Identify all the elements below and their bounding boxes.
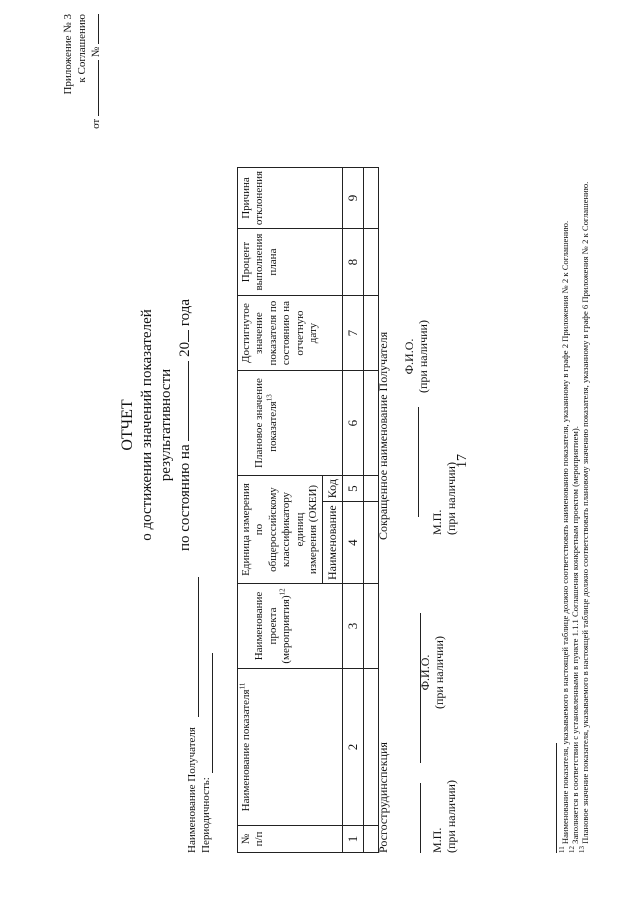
col-number: 7 (343, 296, 364, 371)
col-number: 9 (343, 167, 364, 228)
appendix-agreement: к Соглашению (75, 14, 88, 83)
report-title (118, 275, 194, 575)
col-number: 6 (343, 371, 364, 476)
appendix-date-line: от № (90, 14, 104, 129)
footnotes (560, 63, 590, 853)
right-organization: Сокращенное наименование Получателя (376, 331, 390, 540)
right-stamp: М.П. (при наличии) (430, 462, 459, 535)
header-indicator: Наименование показателя$^{11}$ (238, 669, 343, 826)
header-achieved: Достигнутое значение показателя по состоянию на отчетную дату (238, 296, 343, 371)
appendix-number: Приложение № 3 (62, 14, 74, 95)
left-stamp: М.П. (при наличии) (430, 780, 459, 853)
recipient-label: Наименование Получателя (186, 727, 198, 853)
title-date-line: по состоянию на 20 года (176, 298, 193, 552)
col-number: 1 (343, 826, 364, 853)
header-unit-code: Код (323, 476, 343, 502)
col-number: 4 (343, 502, 364, 584)
header-project: Наименование проекта (мероприятия)$^{12}$ (238, 584, 343, 669)
appendix-block (62, 14, 103, 129)
footnote-separator (556, 743, 557, 853)
header-planned: Плановое значение показателя$^{13}$ (238, 371, 343, 476)
periodicity-label: Периодичность: (200, 777, 212, 853)
col-number: 3 (343, 584, 364, 669)
page-number: 17 (455, 454, 470, 468)
table-number-row (343, 167, 364, 852)
year-blank (188, 330, 189, 342)
periodicity-blank (212, 653, 213, 773)
left-fio: Ф.И.О. (при наличии) (418, 636, 447, 709)
header-num: № п/п (238, 826, 343, 853)
header-unit-name: Наименование (323, 502, 343, 584)
left-signature-line (420, 783, 421, 853)
right-fio: Ф.И.О. (при наличии) (402, 320, 431, 393)
footnote-13: $^{13}$ Плановое значение показателя, указываемого в настоящей таблице должно соответствовать плановому значению показателя, указанному в графе 6 Приложения № 2 к Соглашению. (578, 181, 590, 853)
col-number: 5 (343, 476, 364, 502)
footnote-12: $^{12}$ Заполняется в соответствии с установленными в пункте 1.1.1 Соглашения конкретным проектом (мероприятием). (568, 426, 580, 853)
header-unit: Единица измерения по общероссийскому классификатору единиц измерения (ОКЕИ) (238, 476, 323, 584)
report-table (237, 167, 379, 853)
footnote-11: $^{11}$ Наименование показателя, указываемого в настоящей таблице должно соответствовать наименованию показателя, указанному в графе 2 Приложения № 2 к Соглашению. (558, 220, 570, 853)
col-number: 2 (343, 669, 364, 826)
date-blank (98, 60, 99, 116)
table-header-row (238, 167, 323, 852)
header-percent: Процент выполнения плана (238, 229, 343, 296)
title-report: ОТЧЕТ (119, 399, 136, 451)
header-reason: Причина отклонения (238, 167, 343, 228)
left-organization: Росгострудинспекция (376, 742, 390, 853)
report-date-blank (188, 361, 189, 441)
right-signature-line (418, 407, 419, 517)
recipient-blank (198, 577, 199, 717)
col-number: 8 (343, 229, 364, 296)
number-blank (98, 14, 99, 44)
title-subject: о достижении значений показателей результативности (139, 309, 174, 541)
